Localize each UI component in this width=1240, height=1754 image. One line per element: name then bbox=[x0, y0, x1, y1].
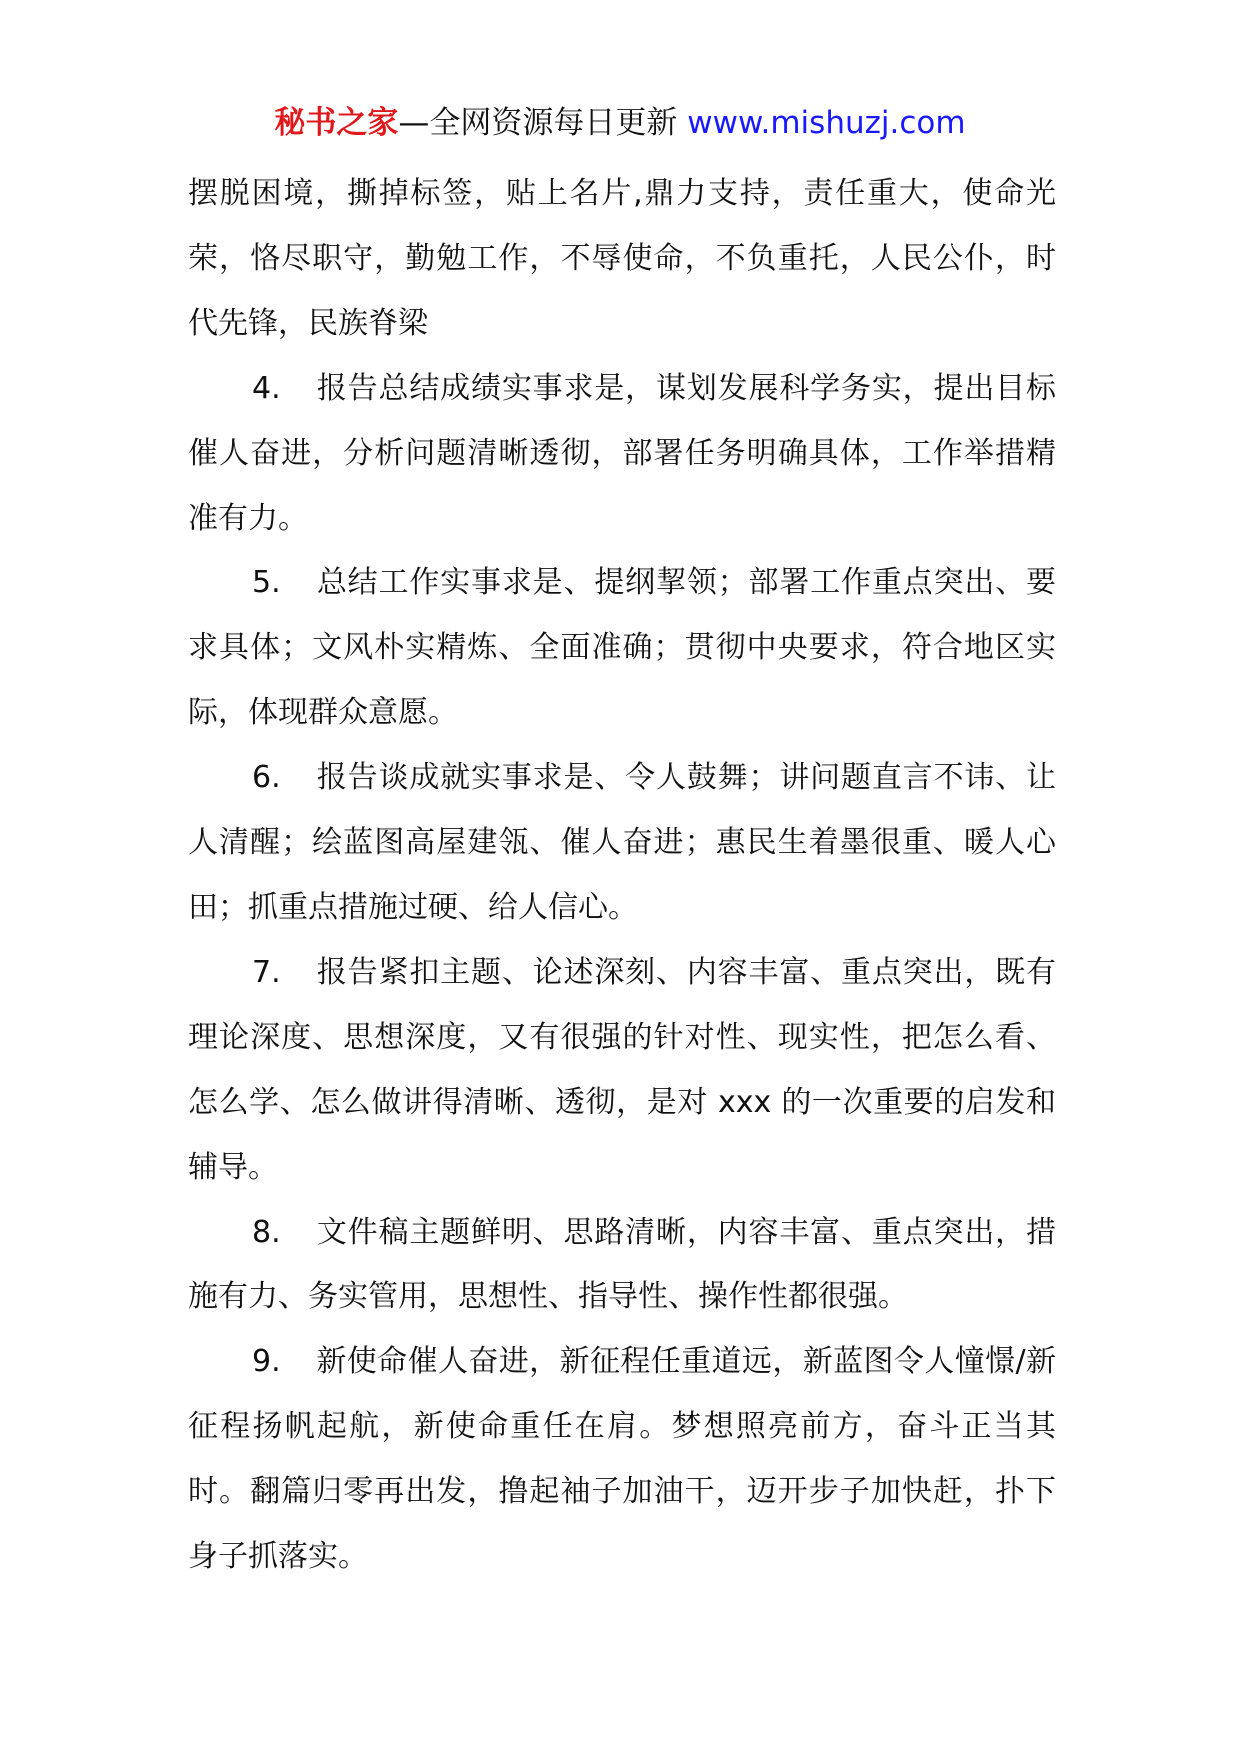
list-item bbox=[188, 1330, 1056, 1590]
item-text: 总结工作实事求是、提纲挈领；部署工作重点突出、要求具体；文风朴实精炼、全面准确；贯彻中央要求，符合地区实际，体现群众意愿。 bbox=[188, 565, 1056, 731]
item-number: 8. bbox=[252, 1214, 281, 1250]
intro-paragraph: 摆脱困境，撕掉标签，贴上名片,鼎力支持，责任重大，使命光荣，恪尽职守，勤勉工作，不辱使命，不负重托，人民公仆，时代先锋，民族脊梁 bbox=[188, 176, 1056, 341]
header-url-link[interactable]: www.mishuzj.com bbox=[687, 105, 966, 141]
item-number: 9. bbox=[252, 1344, 281, 1380]
item-text: 报告总结成绩实事求是，谋划发展科学务实，提出目标催人奋进，分析问题清晰透彻，部署任务明确具体，工作举措精准有力。 bbox=[188, 370, 1056, 536]
list-item bbox=[188, 357, 1056, 552]
list-item bbox=[188, 746, 1056, 941]
header-tagline: —全网资源每日更新 bbox=[398, 105, 678, 141]
page-header bbox=[0, 100, 1240, 146]
item-text: 报告谈成就实事求是、令人鼓舞；讲问题直言不讳、让人清醒；绘蓝图高屋建瓴、催人奋进；惠民生着墨很重、暖人心田；抓重点措施过硬、给人信心。 bbox=[188, 760, 1056, 925]
item-text: 文件稿主题鲜明、思路清晰，内容丰富、重点突出，措施有力、务实管用，思想性、指导性、操作性都很强。 bbox=[188, 1214, 1056, 1315]
brand-name: 秘书之家 bbox=[274, 105, 399, 141]
document-body bbox=[188, 162, 1056, 1590]
item-number: 4. bbox=[252, 370, 281, 406]
item-number: 7. bbox=[252, 954, 281, 990]
list-item bbox=[188, 941, 1056, 1201]
item-text: 新使命催人奋进，新征程任重道远，新蓝图令人憧憬/新征程扬帆起航，新使命重任在肩。梦想照亮前方，奋斗正当其时。翻篇归零再出发，撸起袖子加油干，迈开步子加快赶，扑下身子抓落实。 bbox=[188, 1344, 1056, 1575]
list-item bbox=[188, 1201, 1056, 1331]
item-number: 5. bbox=[252, 565, 281, 601]
list-item bbox=[188, 551, 1056, 746]
item-number: 6. bbox=[252, 760, 281, 796]
item-text: 报告紧扣主题、论述深刻、内容丰富、重点突出，既有理论深度、思想深度，又有很强的针对性、现实性，把怎么看、怎么学、怎么做讲得清晰、透彻，是对 xxx 的一次重要的启发和辅导。 bbox=[188, 954, 1056, 1185]
